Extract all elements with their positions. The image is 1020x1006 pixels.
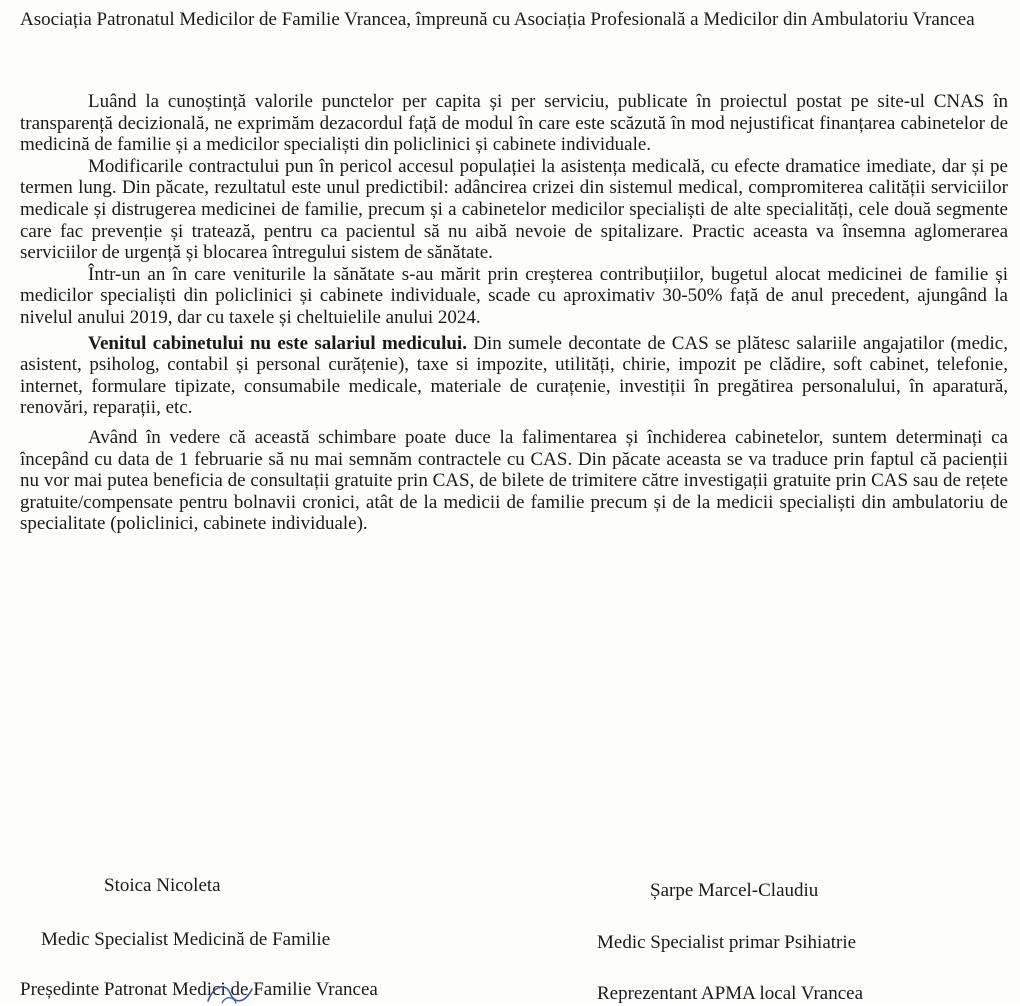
paragraph-4-rest: Din sumele decontate de CAS se plătesc salariile angajatilor (medic, asistent, psiholog, contabil și personal curățenie), taxe si impozite, utilități, chirie, impozit pe clădire, soft cabinet, telefonie, internet, formulare tipizate, consumabile medicale, materiale de curațenie, investiții în pregătirea personalului, în aparatură, renovări, reparații, etc. bbox=[20, 332, 1008, 419]
paragraph-4-emphasis: Venitul cabinetului nu este salariul medicului. bbox=[88, 332, 467, 354]
paragraph-5: Având în vedere că această schimbare poate duce la falimentarea și închiderea cabinetelor, suntem determinați ca începând cu data de 1 februarie să nu mai semnăm contractele cu CAS. Din păcate aceasta se va traduce prin faptul că pacienții nu vor mai putea beneficia de consultații gratuite prin CAS, de bilete de trimitere către investigații gratuite prin CAS sau de rețete gratuite/compensate pentru bolnavii cronici, atât de la medicii de familie precum și de la medicii specialiști din ambulatoriu de specialitate (policlinici, cabinete individuale). bbox=[20, 426, 1008, 535]
signatory-right-name: Șarpe Marcel-Claudiu bbox=[650, 880, 819, 901]
signatory-left-role: Președinte Patronat Medici de Familie Vrancea bbox=[20, 979, 378, 1000]
paragraph-3: Într-un an în care veniturile la sănătate s-au mărit prin creșterea contribuțiilor, bugetul alocat medicinei de familie și medicilor specialiști din policlinici și cabinete individuale, scade cu aproximativ 30-50% față de anul precedent, ajungând la nivelul anului 2019, dar cu taxele și cheltuielile anului 2024. bbox=[20, 263, 1008, 328]
paragraph-2: Modificarile contractului pun în pericol accesul populației la asistența medicală, cu efecte dramatice imediate, dar și pe termen lung. Din păcate, rezultatul este unul predictibil: adâncirea crizei din sistemul medical, compromiterea calității serviciilor medicale și distrugerea medicinei de familie, precum și a cabinetelor medicilor specialiști de alte specialități, cele două segmente care fac prevenție și tratează, pentru ca pacientul să nu aibă nevoie de spitalizare. Practic aceasta va însemna aglomerarea serviciilor de urgență și blocarea întregului sistem de sănătate. bbox=[20, 155, 1008, 264]
signatory-left-title: Medic Specialist Medicină de Familie bbox=[41, 929, 331, 950]
signatory-right-role: Reprezentant APMA local Vrancea bbox=[597, 983, 863, 1004]
document-header: Asociația Patronatul Medicilor de Familie Vrancea, împreună cu Asociația Profesională a Medicilor din Ambulatoriu Vrancea bbox=[20, 9, 975, 30]
document-body bbox=[20, 91, 1008, 535]
handwritten-signature-mark bbox=[200, 975, 260, 1005]
signatory-right-title: Medic Specialist primar Psihiatrie bbox=[597, 932, 857, 953]
paragraph-1: Luând la cunoștință valorile punctelor per capita și per serviciu, publicate în proiectul postat pe site-ul CNAS în transparență decizională, ne exprimăm dezacordul față de modul în care este scăzută în mod nejustificat finanțarea cabinetelor de medicină de familie și a medicilor specialiști din policlinici și cabinete individuale. bbox=[20, 91, 1008, 156]
signatory-left-name: Stoica Nicoleta bbox=[104, 875, 221, 896]
paragraph-4 bbox=[20, 333, 1008, 419]
